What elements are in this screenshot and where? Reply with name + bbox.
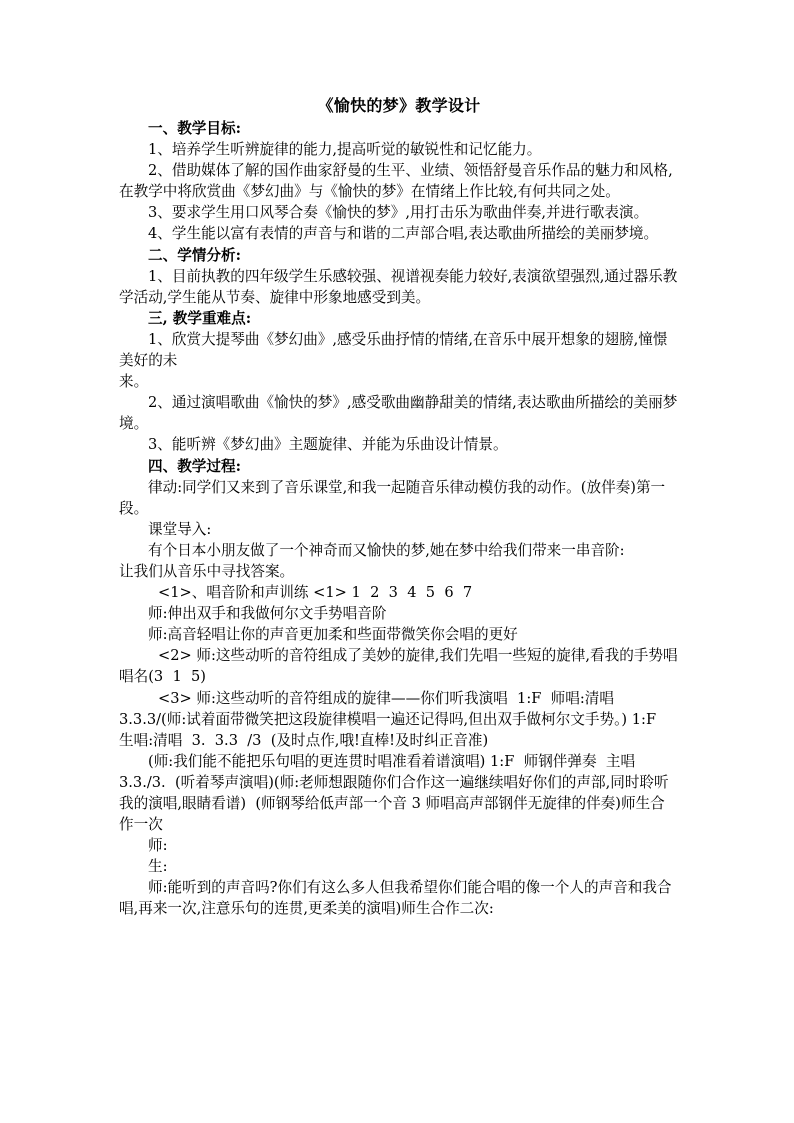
paragraph: (师:我们能不能把乐句唱的更连贯时唱准看着谱演唱) 1:F 师钢伴弹奏 主唱 3.3./3. (听着琴声演唱)(师:老师想跟随你们合作这一遍继续唱好你们的声部,同时聆听我的演唱,眼睛看谱) (师钢琴给低声部一个音 3 师唱高声部钢伴无旋律的伴奏)师生合作一次 xyxy=(119,752,669,834)
paragraph: 师:伸出双手和我做何尔文手势唱音阶 xyxy=(148,605,387,623)
paragraph: 1、培养学生听辨旋律的能力,提高听觉的敏锐性和记忆能力。 xyxy=(148,141,542,159)
paragraph: 4、学生能以富有表情的声音与和谐的二声部合唱,表达歌曲所描绘的美丽梦境。 xyxy=(148,225,659,243)
paragraph: 有个日本小朋友做了一个神奇而又愉快的梦,她在梦中给我们带来一串音阶: xyxy=(148,541,625,559)
paragraph: 生: xyxy=(148,858,168,876)
paragraph: 让我们从音乐中寻找答案。 xyxy=(119,562,295,580)
paragraph: 师:高音轻唱让你的声音更加柔和些面带微笑你会唱的更好 xyxy=(148,626,518,644)
paragraph: 师:能听到的声音吗?你们有这么多人但我希望你们能合唱的像一个人的声音和我合唱,再来一次,注意乐句的连贯,更柔美的演唱)师生合作二次: xyxy=(119,879,672,918)
paragraph: 1、欣赏大提琴曲《梦幻曲》,感受乐曲抒情的情绪,在音乐中展开想象的翅膀,憧憬美好的未 xyxy=(119,330,668,370)
paragraph: 课堂导入: xyxy=(148,520,212,538)
section-heading: 四、教学过程: xyxy=(148,457,241,475)
paragraph: 3、要求学生用口风琴合奏《愉快的梦》,用打击乐为歌曲伴奏,并进行歌表演。 xyxy=(148,204,649,222)
paragraph: 1、目前执教的四年级学生乐感较强、视谱视奏能力较好,表演欲望强烈,通过器乐教学活动,学生能从节奏、旋律中形象地感受到美。 xyxy=(119,267,678,306)
document-title: 《愉快的梦》教学设计 xyxy=(317,96,481,115)
paragraph: 3、能听辨《梦幻曲》主题旋律、并能为乐曲设计情景。 xyxy=(148,436,508,454)
paragraph: 2、借助媒体了解的国作曲家舒曼的生平、业绩、领悟舒曼音乐作品的魅力和风格,在教学中将欣赏曲《梦幻曲》与《愉快的梦》在情绪上作比较,有何共同之处。 xyxy=(119,162,673,201)
paragraph: <2> 师:这些动听的音符组成了美妙的旋律,我们先唱一些短的旋律,看我的手势唱唱名(3 1 5) xyxy=(119,647,678,686)
document-body xyxy=(119,95,679,920)
section-heading: 三, 教学重难点: xyxy=(148,309,252,327)
paragraph: 来。 xyxy=(119,373,149,391)
paragraph-list xyxy=(119,118,679,920)
paragraph: 2、通过演唱歌曲《愉快的梦》,感受歌曲幽静甜美的情绪,表达歌曲所描绘的美丽梦境。 xyxy=(119,394,678,433)
paragraph: 律动:同学们又来到了音乐课堂,和我一起随音乐律动模仿我的动作。(放伴奏)第一段。 xyxy=(119,478,666,517)
section-heading: 二、学情分析: xyxy=(148,246,241,264)
paragraph: 师: xyxy=(148,837,168,855)
paragraph: <1>、唱音阶和声训练 <1> 1 2 3 4 5 6 7 xyxy=(158,584,473,602)
paragraph: <3> 师:这些动听的音符组成的旋律——你们听我演唱 1:F 师唱:清唱 3.3.3/(师:试着面带微笑把这段旋律模唱一遍还记得吗,但出双手做柯尔文手势。) 1:F 生唱:清唱 3. 3.3 /3 (及时点作,哦!直棒!及时纠正音准) xyxy=(119,689,666,749)
section-heading: 一、教学目标: xyxy=(148,120,241,137)
